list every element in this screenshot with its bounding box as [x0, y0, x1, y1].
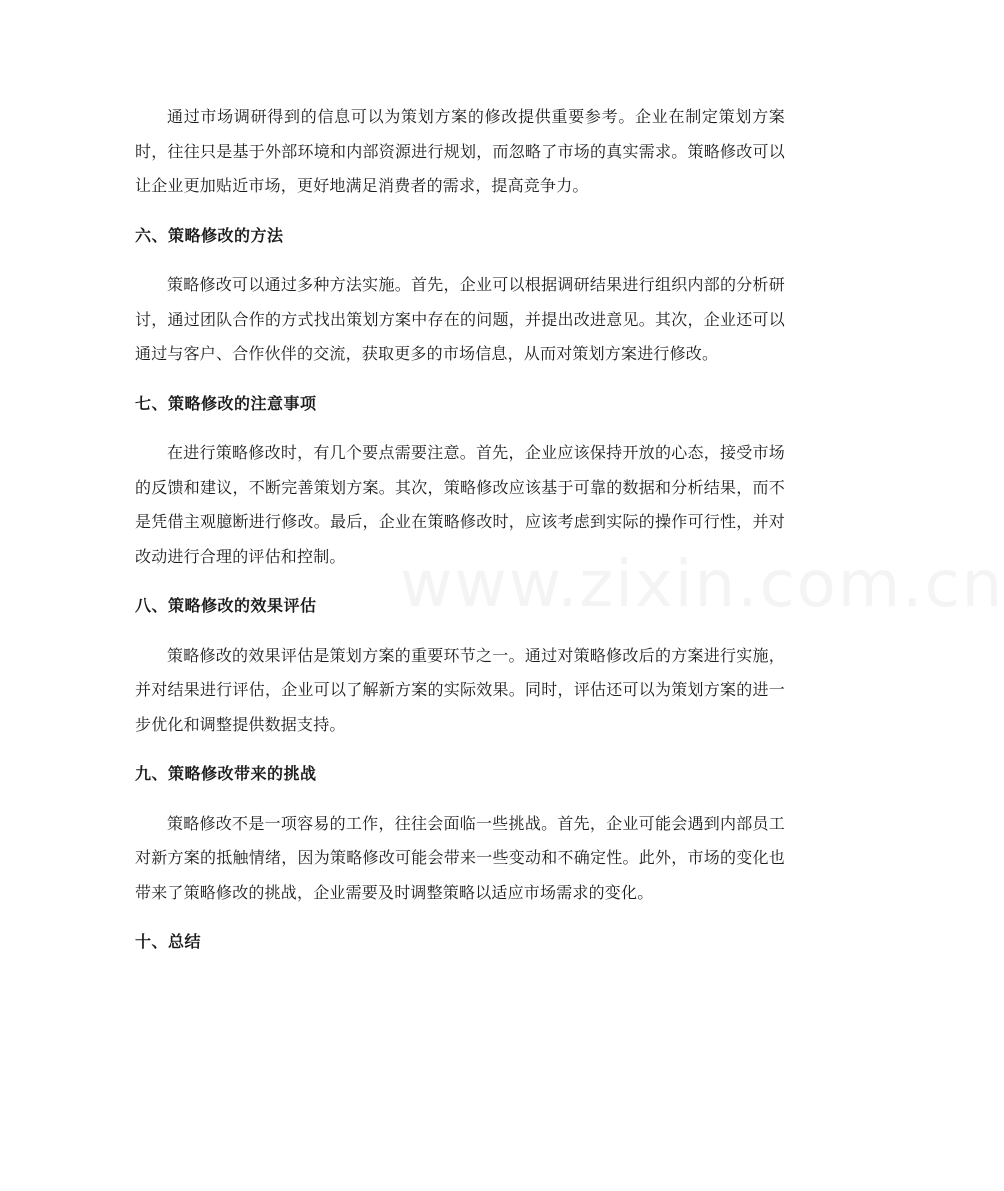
paragraph-section-7: 在进行策略修改时，有几个要点需要注意。首先，企业应该保持开放的心态，接受市场的反馈和建议，不断完善策划方案。其次，策略修改应该基于可靠的数据和分析结果，而不是凭借主观臆断进行修改。最后，企业在策略修改时，应该考虑到实际的操作可行性，并对改动进行合理的评估和控制。 — [135, 443, 785, 566]
watermark-text: www.zixin.com.cn — [400, 548, 1004, 622]
paragraph-intro: 通过市场调研得到的信息可以为策划方案的修改提供重要参考。企业在制定策划方案时，往往只是基于外部环境和内部资源进行规划，而忽略了市场的真实需求。策略修改可以让企业更加贴近市场，更好地满足消费者的需求，提高竞争力。 — [135, 107, 785, 195]
paragraph-section-6: 策略修改可以通过多种方法实施。首先，企业可以根据调研结果进行组织内部的分析研讨，通过团队合作的方式找出策划方案中存在的问题，并提出改进意见。其次，企业还可以通过与客户、合作伙伴的交流，获取更多的市场信息，从而对策划方案进行修改。 — [135, 275, 785, 363]
paragraph-section-9: 策略修改不是一项容易的工作，往往会面临一些挑战。首先，企业可能会遇到内部员工对新方案的抵触情绪，因为策略修改可能会带来一些变动和不确定性。此外，市场的变化也带来了策略修改的挑战，企业需要及时调整策略以适应市场需求的变化。 — [135, 813, 785, 902]
heading-section-9: 九、策略修改带来的挑战 — [135, 764, 317, 783]
heading-section-10: 十、总结 — [135, 932, 202, 951]
paragraph-section-8: 策略修改的效果评估是策划方案的重要环节之一。通过对策略修改后的方案进行实施，并对结果进行评估，企业可以了解新方案的实际效果。同时，评估还可以为策划方案的进一步优化和调整提供数据支持。 — [135, 645, 785, 734]
heading-section-7: 七、策略修改的注意事项 — [135, 393, 317, 413]
heading-section-6: 六、策略修改的方法 — [135, 225, 284, 245]
heading-section-8: 八、策略修改的效果评估 — [135, 596, 317, 615]
document-body — [135, 100, 785, 975]
